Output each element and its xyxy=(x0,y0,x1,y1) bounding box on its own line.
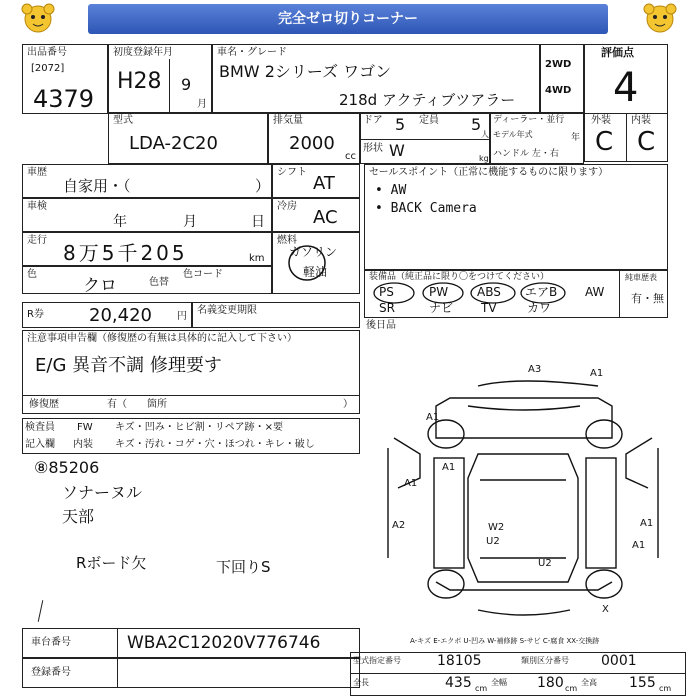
equip-leather: カワ xyxy=(527,301,552,315)
class-label: 類別区分番号 xyxy=(521,656,569,665)
len-label: 全長 xyxy=(353,678,369,687)
car-condition-diagram xyxy=(368,358,668,628)
wid-label: 全幅 xyxy=(491,678,507,687)
capacity-unit: 人 xyxy=(481,130,489,139)
equip-label: 装備品（純正品に限り〇をつけてください） xyxy=(369,272,550,282)
capacity-value: 5 xyxy=(471,115,482,134)
score-int-label: 内装 xyxy=(631,115,651,126)
notes-text: E/G 異音不調 修理要す xyxy=(35,355,222,376)
year-unit: 年 xyxy=(571,133,581,143)
ac-box xyxy=(272,198,360,232)
notes-label: 注意事項申告欄（修復歴の有無は具体的に記入して下さい） xyxy=(27,333,297,344)
repair-label: 修復歴 xyxy=(29,399,59,410)
damage-label-3: A1 xyxy=(426,412,440,423)
shape-value: W xyxy=(389,141,405,160)
name-change-label: 名義変更期限 xyxy=(197,305,257,316)
doors-value: 5 xyxy=(395,115,406,134)
wid-unit: cm xyxy=(565,684,578,693)
color-orig-label: 色替 xyxy=(149,277,169,288)
checker-box xyxy=(22,418,360,454)
inspector-note-2: ソナーヌル xyxy=(62,483,143,502)
damage-label-11: A1 xyxy=(632,540,646,551)
first-reg-month-unit: 月 xyxy=(197,99,207,110)
mileage-label: 走行 xyxy=(27,235,47,246)
sales-label: セールスポイント（正常に機能するものに限ります） xyxy=(369,167,609,178)
damage-label-7: W2 xyxy=(488,522,505,533)
equip-tv: TV xyxy=(481,301,497,315)
model-box xyxy=(108,112,268,164)
shift-label: シフト xyxy=(277,167,307,178)
sales-box xyxy=(364,164,668,270)
equip-airbag: エアB xyxy=(525,285,558,299)
header-banner: 完全ゼロ切りコーナー xyxy=(88,4,608,34)
inspector-note-5: 下回りS xyxy=(216,558,271,576)
shift-value: AT xyxy=(313,173,335,194)
recycle-value: 20,420 xyxy=(89,305,152,326)
fuel-label: 燃料 xyxy=(277,235,297,246)
score-box xyxy=(584,44,668,162)
score-int: C xyxy=(637,127,656,157)
first-reg-month: 9 xyxy=(181,75,192,94)
mileage-box xyxy=(22,232,272,266)
equip-box xyxy=(364,270,668,318)
checker-fw: FW xyxy=(77,422,93,433)
damage-legend: A-キズ E-エクボ U-凹み W-補修跡 S-サビ C-腐食 XX-交換跡 xyxy=(410,637,600,645)
usage-value: 自家用・（ xyxy=(63,177,131,195)
lot-sub: [2072] xyxy=(31,63,65,74)
class-value: 0001 xyxy=(601,653,637,669)
car-grade: 218d アクティブツアラー xyxy=(339,91,516,109)
drive-box xyxy=(540,44,584,114)
repair-value: 有（ xyxy=(107,399,127,410)
registration-box xyxy=(22,658,360,688)
vin-box xyxy=(22,628,360,658)
lot-label: 出品番号 xyxy=(27,47,67,58)
capacity-label: 定員 xyxy=(419,115,439,126)
usage-label: 車歴 xyxy=(27,167,47,178)
sales-item-aw: • AW xyxy=(375,183,407,198)
damage-label-9: A1 xyxy=(640,518,654,529)
car-name: BMW 2シリーズ ワゴン xyxy=(219,62,392,81)
mascot-right-icon xyxy=(640,2,680,36)
damage-label-10: U2 xyxy=(538,558,552,569)
equip-right-label: 純車歴表 xyxy=(625,273,657,282)
doors-label: ドア xyxy=(363,115,383,126)
checker-interior: 内装 xyxy=(73,439,93,450)
score-value: 4 xyxy=(613,65,639,111)
lot-number: 4379 xyxy=(33,85,95,113)
later-label: 後日品 xyxy=(366,320,396,331)
score-ext: C xyxy=(595,127,614,157)
wid-value: 180 xyxy=(537,675,564,691)
fuel-circle-mark xyxy=(287,243,327,283)
car-label: 車名・グレード xyxy=(217,47,287,58)
shape-label: 形状 xyxy=(363,143,383,154)
equip-right-value: 有・無 xyxy=(631,292,664,305)
inspector-note-3: 天部 xyxy=(62,507,95,526)
vin-value: WBA2C12020V776746 xyxy=(127,633,321,653)
inspection-box xyxy=(22,198,272,232)
fuel-box xyxy=(272,232,360,294)
first-reg-era: H28 xyxy=(117,69,162,94)
displacement-unit: cc xyxy=(345,151,356,162)
color-code-label: 色コード xyxy=(183,269,223,280)
recycle-box xyxy=(22,302,192,328)
repair-close: 箇所 xyxy=(147,399,167,410)
inspector-note-1: ⑧85206 xyxy=(34,458,100,477)
type-label: 型式指定番号 xyxy=(353,656,401,665)
displacement-label: 排気量 xyxy=(273,115,303,126)
type-value: 18105 xyxy=(437,653,482,669)
equip-navi: ナビ xyxy=(429,301,454,315)
drive-4wd: 4WD xyxy=(545,85,572,96)
fuel-gas: ガソリン xyxy=(289,245,338,259)
recycle-label: R券 xyxy=(27,309,44,320)
damage-label-12: X xyxy=(602,604,609,615)
damage-label-8: A2 xyxy=(392,520,406,531)
equip-aw: AW xyxy=(585,285,605,299)
len-unit: cm xyxy=(475,684,488,693)
damage-label-2: A1 xyxy=(590,368,604,379)
color-value: クロ xyxy=(83,276,117,296)
checker-label-1: 検査員 xyxy=(25,422,55,433)
score-ext-label: 外装 xyxy=(591,115,611,126)
dealer-label: ディーラー・並行 xyxy=(493,115,565,125)
hei-value: 155 xyxy=(629,675,656,691)
damage-label-5: A1 xyxy=(442,462,456,473)
usage-box xyxy=(22,164,272,198)
mileage-value: 8万5千205 xyxy=(63,241,188,265)
shift-box xyxy=(272,164,360,198)
model-label: 型式 xyxy=(113,115,133,126)
equip-sr: SR xyxy=(379,301,395,315)
displacement-value: 2000 xyxy=(289,133,335,154)
equip-circle-marks xyxy=(369,281,569,305)
car-box xyxy=(212,44,540,114)
displacement-box xyxy=(268,112,360,164)
damage-label-6: U2 xyxy=(486,536,500,547)
repair-end: ） xyxy=(343,399,353,410)
model-year-label: モデル年式 xyxy=(493,130,533,139)
first-reg-box xyxy=(108,44,212,114)
handle-label: ハンドル 左・右 xyxy=(493,149,559,159)
fuel-diesel: 軽油 xyxy=(303,265,328,279)
ac-value: AC xyxy=(313,207,338,228)
doors-box xyxy=(360,112,490,164)
vin-label: 車台番号 xyxy=(31,637,71,648)
mileage-unit: km xyxy=(249,253,265,264)
usage-close: ） xyxy=(255,177,271,195)
damage-label-1: A3 xyxy=(528,364,542,375)
registration-label: 登録番号 xyxy=(31,667,71,678)
inspection-month: 月 xyxy=(183,214,197,230)
equip-pw: PW xyxy=(429,285,449,299)
dealer-box xyxy=(490,112,584,164)
len-value: 435 xyxy=(445,675,472,691)
name-change-box xyxy=(192,302,360,328)
hei-label: 全高 xyxy=(581,678,597,687)
mascot-left-icon xyxy=(18,2,58,36)
color-label: 色 xyxy=(27,269,37,280)
equip-abs: ABS xyxy=(477,285,501,299)
spec-box xyxy=(350,652,686,696)
ac-label: 冷房 xyxy=(277,201,297,212)
inspector-note-4: Rボード欠 xyxy=(76,554,147,572)
checker-row-2: キズ・汚れ・コゲ・穴・ほつれ・キレ・破し xyxy=(115,439,315,450)
score-label: 評価点 xyxy=(601,46,634,59)
inspection-label: 車検 xyxy=(27,201,47,212)
damage-label-4: A1 xyxy=(404,478,418,489)
equip-ps: PS xyxy=(379,285,394,299)
inspection-day: 日 xyxy=(251,214,265,230)
kg-unit: kg xyxy=(479,154,489,163)
recycle-unit: 円 xyxy=(177,311,187,322)
checker-row-1: キズ・凹み・ヒビ割・リペア跡・×要 xyxy=(115,422,283,433)
checker-label-2: 記入欄 xyxy=(25,439,55,450)
first-reg-label: 初度登録年月 xyxy=(113,47,173,58)
sales-item-camera: • BACK Camera xyxy=(375,201,477,216)
hei-unit: cm xyxy=(659,684,672,693)
notes-box xyxy=(22,330,360,414)
drive-2wd: 2WD xyxy=(545,59,572,70)
inspection-year: 年 xyxy=(113,214,127,230)
model-value: LDA-2C20 xyxy=(129,133,218,154)
color-box xyxy=(22,266,272,294)
lot-box xyxy=(22,44,108,114)
